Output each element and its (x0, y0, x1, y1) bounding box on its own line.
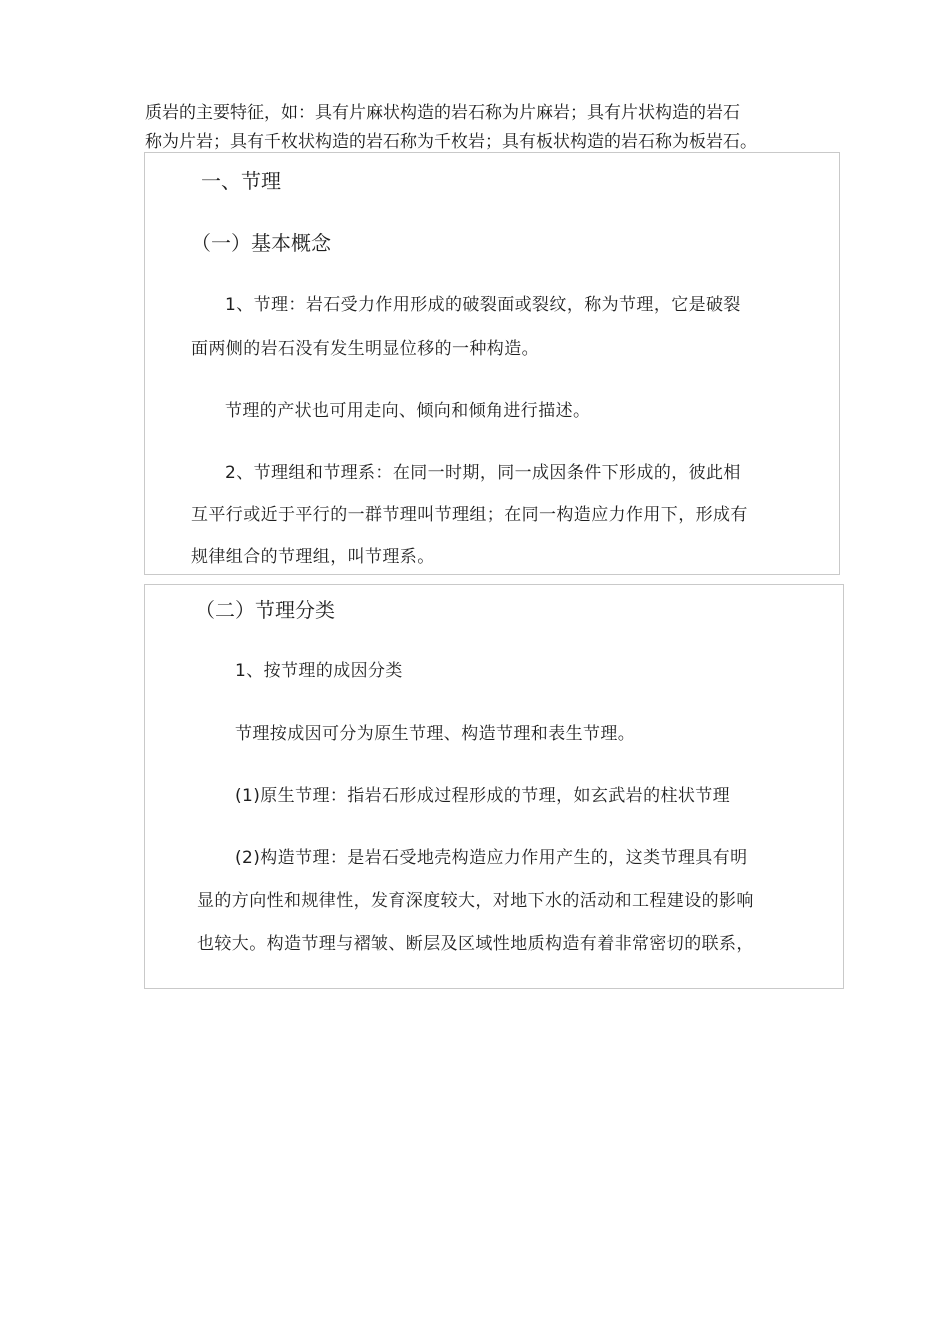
tectonic-joint-line-2: 显的方向性和规律性，发育深度较大，对地下水的活动和工程建设的影响 (197, 891, 754, 911)
subsection-title-basic-concepts: （一）基本概念 (191, 231, 331, 255)
joint-definition-line-1: 1、节理：岩石受力作用形成的破裂面或裂纹，称为节理，它是破裂 (225, 295, 741, 315)
tectonic-joint-line-3: 也较大。构造节理与褶皱、断层及区域性地质构造有着非常密切的联系， (197, 934, 754, 954)
classification-by-origin-desc: 节理按成因可分为原生节理、构造节理和表生节理。 (235, 724, 636, 744)
joint-set-definition-line-1: 2、节理组和节理系：在同一时期，同一成因条件下形成的，彼此相 (225, 463, 741, 483)
intro-paragraph (145, 99, 825, 157)
joint-set-definition-line-3: 规律组合的节理组，叫节理系。 (191, 547, 435, 567)
primary-joint-text: (1)原生节理：指岩石形成过程形成的节理，如玄武岩的柱状节理 (235, 786, 731, 806)
slide-basic-concepts (144, 152, 840, 575)
joint-definition-line-2: 面两侧的岩石没有发生明显位移的一种构造。 (191, 339, 539, 359)
joint-set-definition-line-2: 互平行或近于平行的一群节理叫节理组；在同一构造应力作用下，形成有 (191, 505, 748, 525)
intro-line-2: 称为片岩；具有千枚状构造的岩石称为千枚岩；具有板状构造的岩石称为板岩石。 (145, 132, 757, 152)
joint-attitude-text: 节理的产状也可用走向、倾向和倾角进行描述。 (225, 401, 591, 421)
intro-line-1: 质岩的主要特征，如：具有片麻状构造的岩石称为片麻岩；具有片状构造的岩石 (145, 103, 740, 123)
classification-by-origin-title: 1、按节理的成因分类 (235, 661, 403, 681)
section-title: 一、节理 (201, 169, 281, 193)
slide-joint-classification (144, 584, 844, 989)
subsection-title-classification: （二）节理分类 (195, 598, 335, 622)
tectonic-joint-line-1: (2)构造节理：是岩石受地壳构造应力作用产生的，这类节理具有明 (235, 848, 748, 868)
